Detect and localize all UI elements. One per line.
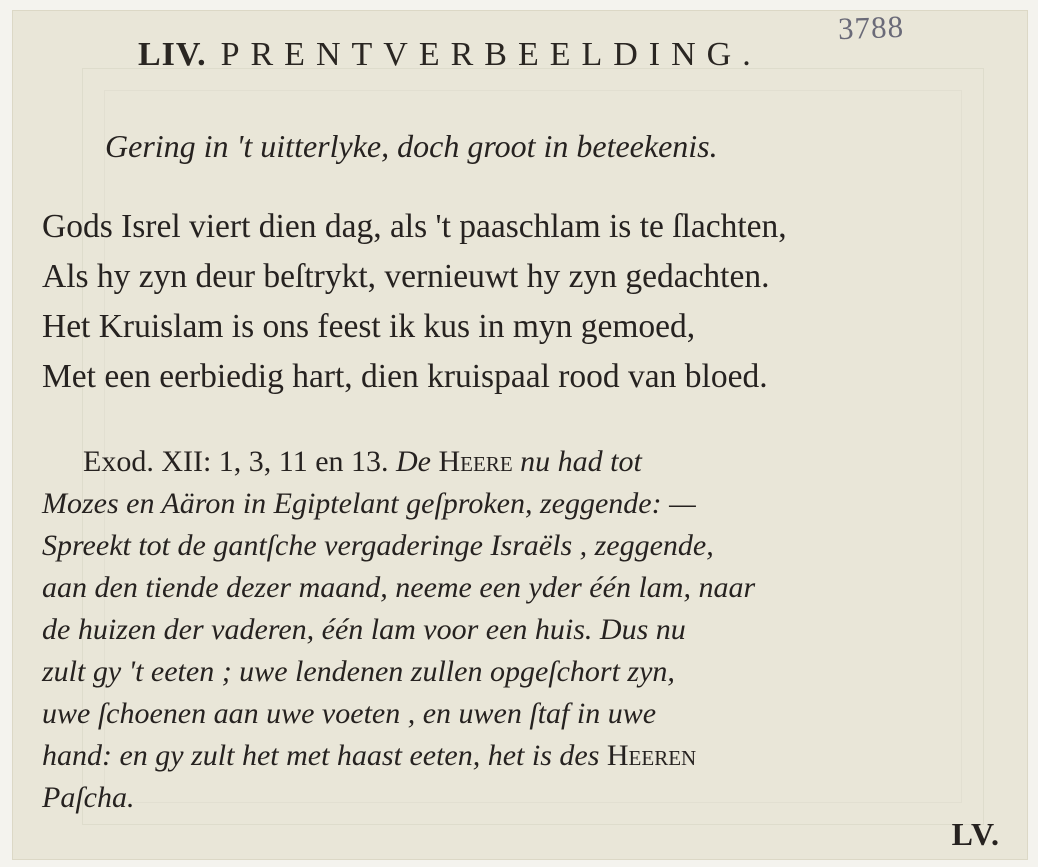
reference-line: zult gy 't eeten ; uwe lendenen zullen opgeſchort zyn, [42, 655, 675, 688]
reference-italic: hand: en gy zult het met haast eeten, het is des [42, 739, 600, 772]
reference-line: Spreekt tot de gantſche vergaderinge Israëls , zeggende, [42, 529, 714, 562]
reference-italic: De [396, 445, 431, 478]
verse-line: Als hy zyn deur beſtrykt, vernieuwt hy zyn gedachten. [42, 258, 770, 295]
heading-word: PRENTVERBEELDING. [220, 36, 762, 73]
reference-italic: nu had tot [520, 445, 642, 478]
verse-line: Gods Isrel viert dien dag, als 't paaschlam is te ſlachten, [42, 208, 787, 245]
verse-line: Het Kruislam is ons feest ik kus in myn gemoed, [42, 308, 696, 345]
reference-citation: Exod. XII: 1, 3, 11 en 13. [83, 445, 389, 478]
catchword: LV. [951, 816, 1000, 852]
reference-line-final: Paſcha. [42, 781, 135, 814]
reference-line: Mozes en Aäron in Egiptelant geſproken, zeggende: — [42, 487, 696, 520]
reference-line: de huizen der vaderen, één lam voor een huis. Dus nu [42, 613, 686, 646]
reference-line-first [83, 445, 642, 479]
handwritten-number: 3788 [837, 8, 905, 47]
page-heading [138, 36, 762, 74]
reference-line: uwe ſchoenen aan uwe voeten , en uwen ſtaf in uwe [42, 697, 657, 730]
reference-heere: Heere [438, 445, 513, 478]
subtitle: Gering in 't uitterlyke, doch groot in beteekenis. [105, 128, 718, 164]
verse-line: Met een eerbiedig hart, dien kruispaal rood van bloed. [42, 358, 768, 395]
heading-number: LIV. [138, 36, 207, 73]
reference-line-last [42, 739, 696, 773]
reference-heeren: Heeren [606, 739, 697, 772]
reference-line: aan den tiende dezer maand, neeme een yder één lam, naar [42, 571, 756, 604]
